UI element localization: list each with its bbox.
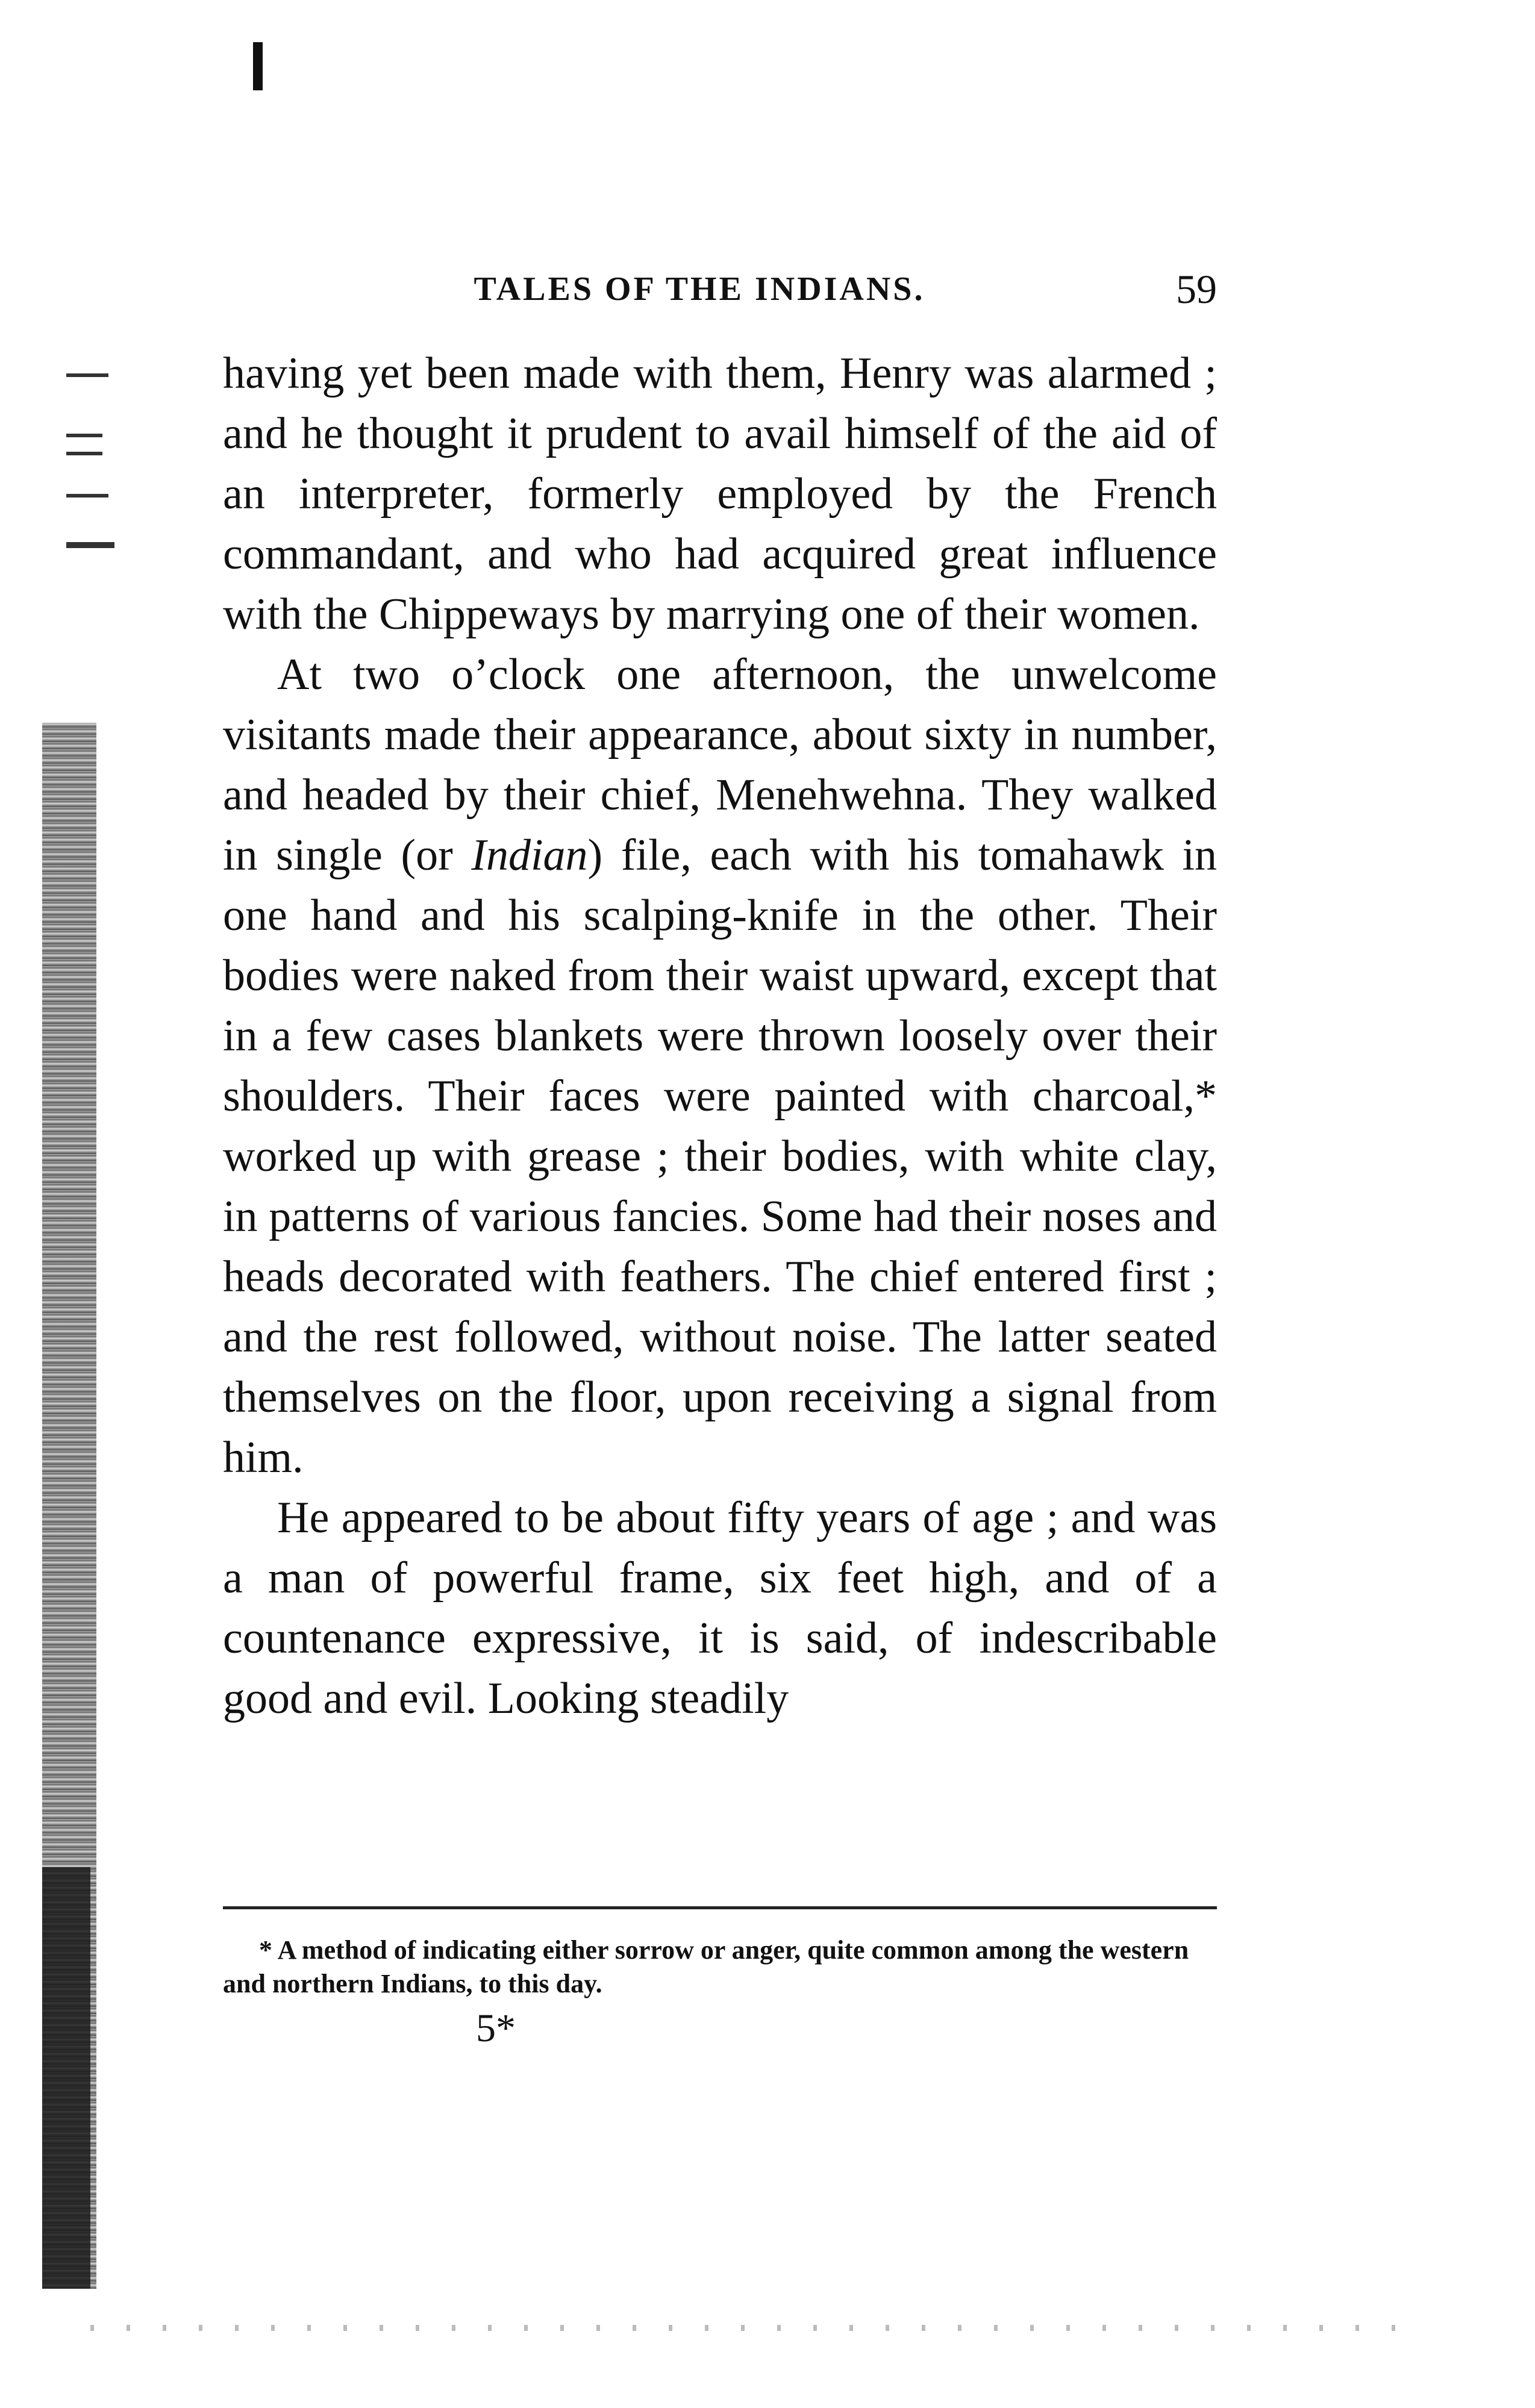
footnote-rule (223, 1906, 1217, 1909)
scan-edge-mark (253, 42, 263, 90)
binding-shadow-lower (42, 1867, 90, 2289)
paragraph-3: He appeared to be about fifty years of age ; and was a man of powerful frame, six feet high, and of a countenance expressive, it is said, of indescribable good and evil. Looking steadily (223, 1493, 1217, 1723)
gutter-marks (66, 361, 139, 614)
paragraph-1: having yet been made with them, Henry was alarmed ; and he thought it prudent to avail himself of the aid of an interpreter, formerly employed by the French commandant, and who had acquired great influence with the Chippeways by marrying one of their women. (223, 349, 1217, 639)
paragraph-2-emphasis: Indian (471, 831, 588, 880)
page-number: 59 (1176, 266, 1217, 312)
scan-specks (90, 2325, 1416, 2331)
signature-mark: 5* (476, 2006, 516, 2050)
running-head: TALES OF THE INDIANS. (474, 270, 925, 308)
footnote (223, 1933, 1223, 2001)
footnote-text: * A method of indicating either sorrow or anger, quite common among the western and northern Indians, to this day. (223, 1935, 1189, 1998)
body-text (223, 343, 1217, 1729)
paragraph-2-text-b: ) file, each with his tomahawk in one hand and his scalping-knife in the other. Their bodies were naked from their waist upward, except that in a few cases blankets were thrown loosely over their shoulders. Their faces were painted with charcoal,* worked up with grease ; their bodies, with white clay, in patterns of various fancies. Some had their noses and heads decorated with feathers. The chief entered first ; and the rest followed, without noise. The latter seated themselves on the floor, upon receiving a signal from him. (223, 831, 1218, 1482)
page-header (223, 253, 1217, 325)
paragraph-2-text-a: At two o’clock one afternoon, the unwelcome visitants made their appearance, about sixty in number, and headed by their chief, Menehwehna. They walked in single (or (223, 650, 1217, 880)
paragraph-2 (223, 644, 1217, 1488)
